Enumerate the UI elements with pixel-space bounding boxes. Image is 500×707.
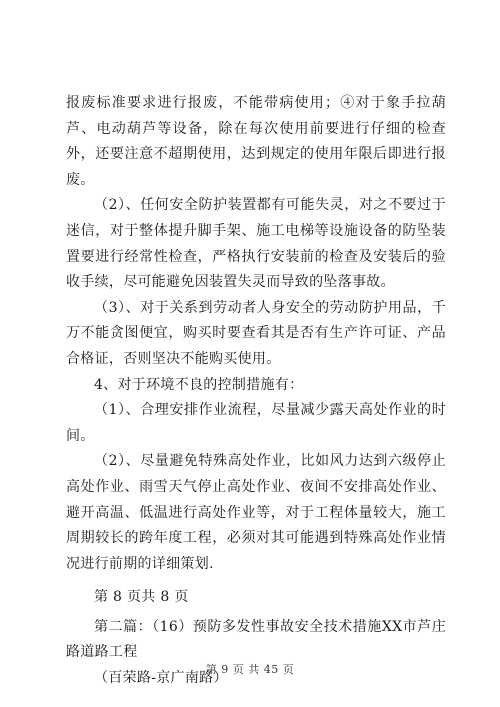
- document-body: [66, 91, 446, 692]
- paragraph-protective-equipment: （3）、对于关系到劳动者人身安全的劳动防护用品，千万不能贪图便宜，购买时要查看其是否有生产许可证、产品合格证，否则坚决不能购买使用。: [66, 299, 446, 367]
- paragraph-environment-heading: 4、对于环境不良的控制措施有：: [94, 376, 304, 393]
- paragraph-work-flow: （1）、合理安排作业流程，尽量减少露天高处作业的时间。: [66, 402, 446, 444]
- page-footer: 第 9 页 共 45 页: [205, 663, 295, 676]
- paragraph-scrap-standard: 报废标准要求进行报废，不能带病使用；④对于象手拉葫芦、电动葫芦等设备，除在每次使用前要进行仔细的检查外，还要注意不超期使用，达到规定的使用年限后即进行报废。: [66, 95, 446, 188]
- section-subheading: （百荣路-京广南路）: [94, 670, 228, 687]
- paragraph-special-work: （2）、尽量避免特殊高处作业，比如风力达到六级停止高处作业、雨雪天气停止高处作业、夜间不安排高处作业、避开高温、低温进行高处作业等，对于工程体量较大，施工周期较长的跨年度工程，必须对其可能遇到特殊高处作业情况进行前期的详细策划.: [66, 453, 446, 572]
- section-heading: 第二篇：（16）预防多发性事故安全技术措施XX市芦庄路道路工程: [66, 618, 446, 661]
- paragraph-protective-devices: （2）、任何安全防护装置都有可能失灵，对之不要过于迷信，对于整体提升脚手架、施工电梯等设施设备的防坠装置要进行经常性检查，严格执行安装前的检查及安装后的验收手续，尽可能避免因装置失灵而导致的坠落事故。: [66, 197, 446, 291]
- page-count-label: 第 8 页共 8 页: [94, 589, 189, 606]
